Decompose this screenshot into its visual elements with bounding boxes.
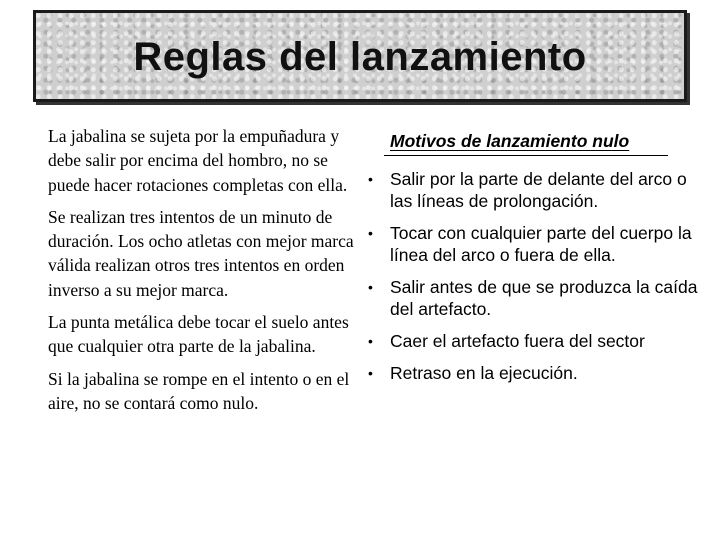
list-item-text: Salir antes de que se produzca la caída del artefacto.: [390, 277, 698, 319]
title-box: [33, 10, 687, 102]
list-item-text: Tocar con cualquier parte del cuerpo la línea del arco o fuera de ella.: [390, 223, 692, 265]
list-item: [368, 276, 698, 320]
rule-paragraph-tip: La punta metálica debe tocar el suelo antes que cualquier otra parte de la jabalina.: [48, 312, 349, 357]
rule-paragraph-broken: Si la jabalina se rompe en el intento o en el aire, no se contará como nulo.: [48, 368, 350, 413]
heading-underline-rule: [384, 155, 668, 156]
bullet-icon: •: [368, 279, 373, 295]
bullet-icon: •: [368, 365, 373, 381]
list-item: [368, 362, 698, 384]
list-item: [368, 330, 698, 352]
rules-text-column: [48, 124, 368, 423]
list-item-text: Retraso en la ejecución.: [390, 363, 578, 383]
null-throw-column: [368, 130, 698, 394]
list-item: [368, 168, 698, 212]
null-throw-list: [368, 168, 698, 384]
bullet-icon: •: [368, 225, 373, 241]
null-throw-heading: Motivos de lanzamiento nulo: [390, 131, 630, 151]
bullet-icon: •: [368, 171, 373, 187]
slide-title: Reglas del lanzamiento: [133, 35, 587, 79]
rule-paragraph-grip: La jabalina se sujeta por la empuñadura y debe salir por encima del hombro, no se puede hacer rotaciones completas con ella.: [48, 126, 348, 195]
list-item-text: Salir por la parte de delante del arco o las líneas de prolongación.: [390, 169, 687, 211]
bullet-icon: •: [368, 333, 373, 349]
rule-paragraph-attempts: Se realizan tres intentos de un minuto de duración. Los ocho atletas con mejor marca válida realizan otros tres intentos en orden inverso a su mejor marca.: [48, 206, 354, 300]
list-item: [368, 222, 698, 266]
list-item-text: Caer el artefacto fuera del sector: [390, 331, 645, 351]
